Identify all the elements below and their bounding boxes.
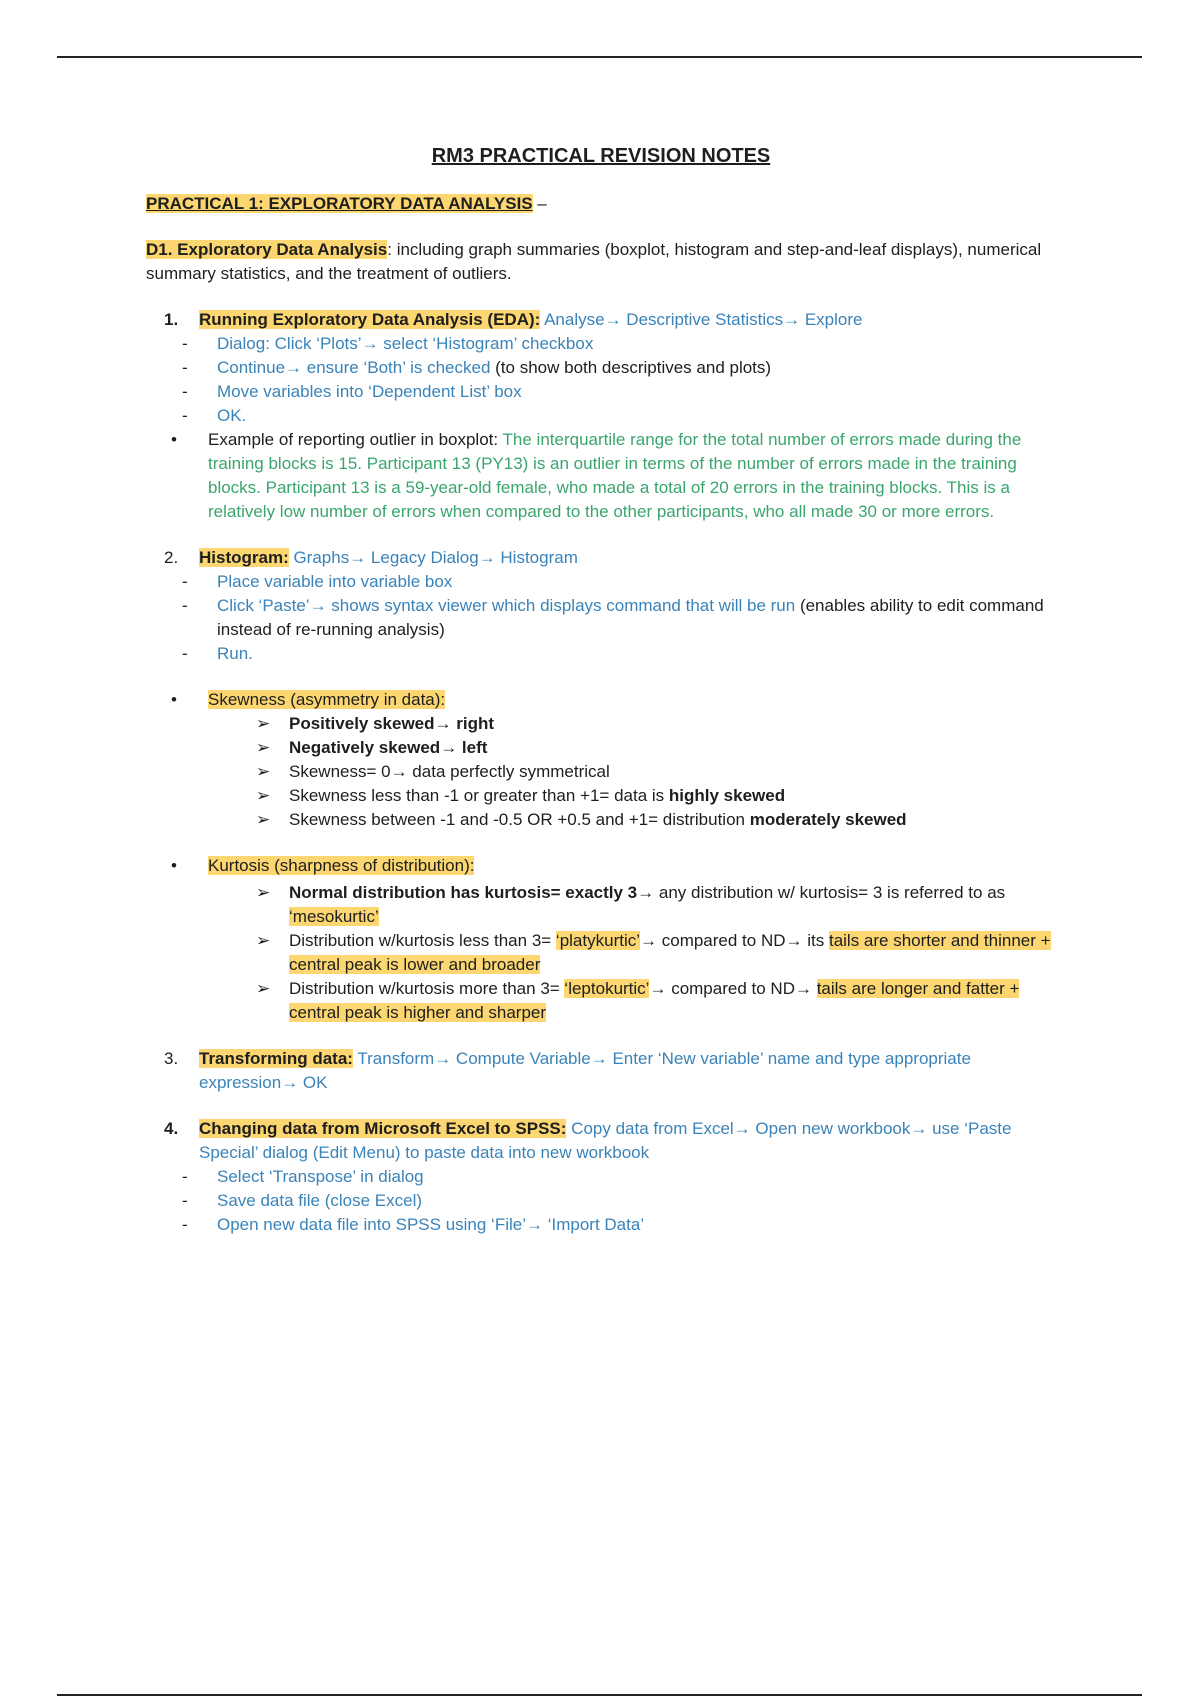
kurt-item-1-term: ‘mesokurtic’ — [289, 907, 379, 926]
arrow-bullet-icon: ➢ — [256, 714, 271, 733]
section-4-label: Changing data from Microsoft Excel to SPSS: — [199, 1119, 567, 1138]
list-item — [146, 1189, 1056, 1213]
dash-marker: - — [182, 1191, 188, 1210]
list-item — [146, 784, 1056, 808]
section-4-path: Copy data from Excel→ Open new workbook→ use ‘Paste Special’ dialog (Edit Menu) to paste data into new workbook — [199, 1119, 1012, 1162]
d1-text: : including graph summaries (boxplot, histogram and step-and-leaf displays), numerical summary statistics, and the treatment of outliers. — [146, 240, 1042, 283]
section-3-label: Transforming data: — [199, 1049, 353, 1068]
arrow-bullet-icon: ➢ — [256, 762, 271, 781]
dash-marker: - — [182, 1215, 188, 1234]
dash-marker: - — [182, 382, 188, 401]
section-4-number: 4. — [164, 1119, 179, 1138]
kurt-item-2-highlight: tails are shorter and thinner + central peak is lower and broader — [289, 931, 1051, 974]
top-rule — [57, 56, 1142, 58]
s1-step-3: Move variables into ‘Dependent List’ box — [217, 382, 522, 401]
s2-step-2-note: (enables ability to edit command instead of re-running analysis) — [217, 596, 1044, 639]
practical-heading-suffix: – — [532, 194, 547, 213]
s4-step-2: Save data file (close Excel) — [217, 1191, 423, 1210]
list-item — [146, 356, 1056, 380]
skew-item-4: Skewness less than -1 or greater than +1= data is — [289, 786, 669, 805]
dash-marker: - — [182, 644, 188, 663]
arrow-bullet-icon: ➢ — [256, 979, 271, 998]
arrow-bullet-icon: ➢ — [256, 810, 271, 829]
practical-heading-line — [146, 192, 1056, 216]
arrow-bullet-icon: ➢ — [256, 931, 271, 950]
example-label: Example of reporting outlier in boxplot: — [208, 430, 503, 449]
bullet-marker: • — [171, 856, 177, 875]
section-2-path: Graphs→ Legacy Dialog→ Histogram — [288, 548, 578, 567]
section-1 — [146, 308, 1056, 332]
kurt-item-1: Normal distribution has kurtosis= exactly 3→ — [289, 883, 655, 902]
section-3-number: 3. — [164, 1049, 179, 1068]
kurt-item-3: Distribution w/kurtosis more than 3= — [289, 979, 565, 998]
kurt-item-2-term: ‘platykurtic’ — [555, 931, 641, 950]
list-item — [146, 380, 1056, 404]
section-1-path: Analyse→ Descriptive Statistics→ Explore — [540, 310, 863, 329]
list-item — [146, 428, 1056, 524]
skew-item-5-emphasis: moderately skewed — [749, 810, 907, 829]
skew-item-4-emphasis: highly skewed — [668, 786, 786, 805]
list-item — [146, 808, 1056, 832]
list-item — [146, 881, 1056, 929]
dash-marker: - — [182, 334, 188, 353]
list-item — [146, 332, 1056, 356]
kurt-item-2: Distribution w/kurtosis less than 3= — [289, 931, 556, 950]
s1-step-2: Continue→ ensure ‘Both’ is checked — [217, 358, 491, 377]
bottom-rule — [57, 1694, 1142, 1696]
skew-item-5: Skewness between -1 and -0.5 OR +0.5 and +1= distribution — [289, 810, 750, 829]
s1-step-1: Dialog: Click ‘Plots’→ select ‘Histogram’ checkbox — [217, 334, 594, 353]
kurt-item-3-term: ‘leptokurtic’ — [564, 979, 650, 998]
section-3 — [146, 1047, 1056, 1095]
list-item — [146, 1165, 1056, 1189]
s2-step-2: Click ‘Paste’→ shows syntax viewer which displays command that will be run — [217, 596, 796, 615]
list-item — [146, 977, 1056, 1025]
dash-marker: - — [182, 358, 188, 377]
s4-step-1: Select ‘Transpose’ in dialog — [217, 1167, 424, 1186]
skewness-block — [146, 688, 1056, 712]
document-body — [146, 144, 1056, 1237]
skew-item-3: Skewness= 0→ data perfectly symmetrical — [289, 762, 610, 781]
kurtosis-label: Kurtosis (sharpness of distribution): — [208, 856, 475, 875]
kurt-item-3-text: → compared to ND→ — [649, 979, 817, 998]
section-4 — [146, 1117, 1056, 1165]
kurt-item-1-text: any distribution w/ kurtosis= 3 is referred to as — [654, 883, 1006, 902]
s2-step-3: Run. — [217, 644, 253, 663]
skew-item-2: Negatively skewed→ left — [289, 738, 488, 757]
example-text: The interquartile range for the total number of errors made during the training blocks is 15. Participant 13 (PY13) is an outlier in terms of the number of errors made in the training blocks. Participant 13 is a 59-year-old female, who made a total of 20 errors in the training blocks. This is a relatively low number of errors when compared to the other participants, who all made 30 or more errors. — [208, 430, 1022, 521]
skew-item-1: Positively skewed→ right — [289, 714, 495, 733]
section-2-label: Histogram: — [199, 548, 289, 567]
bullet-marker: • — [171, 690, 177, 709]
list-item — [146, 1213, 1056, 1237]
section-1-label: Running Exploratory Data Analysis (EDA): — [199, 310, 541, 329]
section-2 — [146, 546, 1056, 570]
s2-step-1: Place variable into variable box — [217, 572, 453, 591]
s1-step-4: OK. — [217, 406, 247, 425]
dash-marker: - — [182, 572, 188, 591]
list-item — [146, 712, 1056, 736]
arrow-bullet-icon: ➢ — [256, 786, 271, 805]
page-title: RM3 PRACTICAL REVISION NOTES — [431, 145, 771, 167]
list-item — [146, 642, 1056, 666]
list-item — [146, 594, 1056, 642]
dash-marker: - — [182, 406, 188, 425]
d1-paragraph — [146, 238, 1056, 286]
list-item — [146, 760, 1056, 784]
kurt-item-3-highlight: tails are longer and fatter + central peak is higher and sharper — [289, 979, 1020, 1022]
s1-step-2-note: (to show both descriptives and plots) — [490, 358, 772, 377]
bullet-marker: • — [171, 430, 177, 449]
list-item — [146, 736, 1056, 760]
list-item — [146, 404, 1056, 428]
d1-label: D1. Exploratory Data Analysis — [146, 240, 388, 259]
section-2-number: 2. — [164, 548, 179, 567]
section-3-path: Transform→ Compute Variable→ Enter ‘New variable’ name and type appropriate expression→ OK — [199, 1049, 971, 1092]
dash-marker: - — [182, 1167, 188, 1186]
arrow-bullet-icon: ➢ — [256, 883, 271, 902]
skewness-label: Skewness (asymmetry in data): — [208, 690, 446, 709]
s4-step-3: Open new data file into SPSS using ‘File’→ ‘Import Data’ — [217, 1215, 645, 1234]
arrow-bullet-icon: ➢ — [256, 738, 271, 757]
practical-heading: PRACTICAL 1: EXPLORATORY DATA ANALYSIS — [146, 194, 533, 213]
kurt-item-2-text: → compared to ND→ its — [640, 931, 829, 950]
kurtosis-block — [146, 854, 1056, 878]
dash-marker: - — [182, 596, 188, 615]
section-1-number: 1. — [164, 310, 179, 329]
list-item — [146, 929, 1056, 977]
list-item — [146, 570, 1056, 594]
